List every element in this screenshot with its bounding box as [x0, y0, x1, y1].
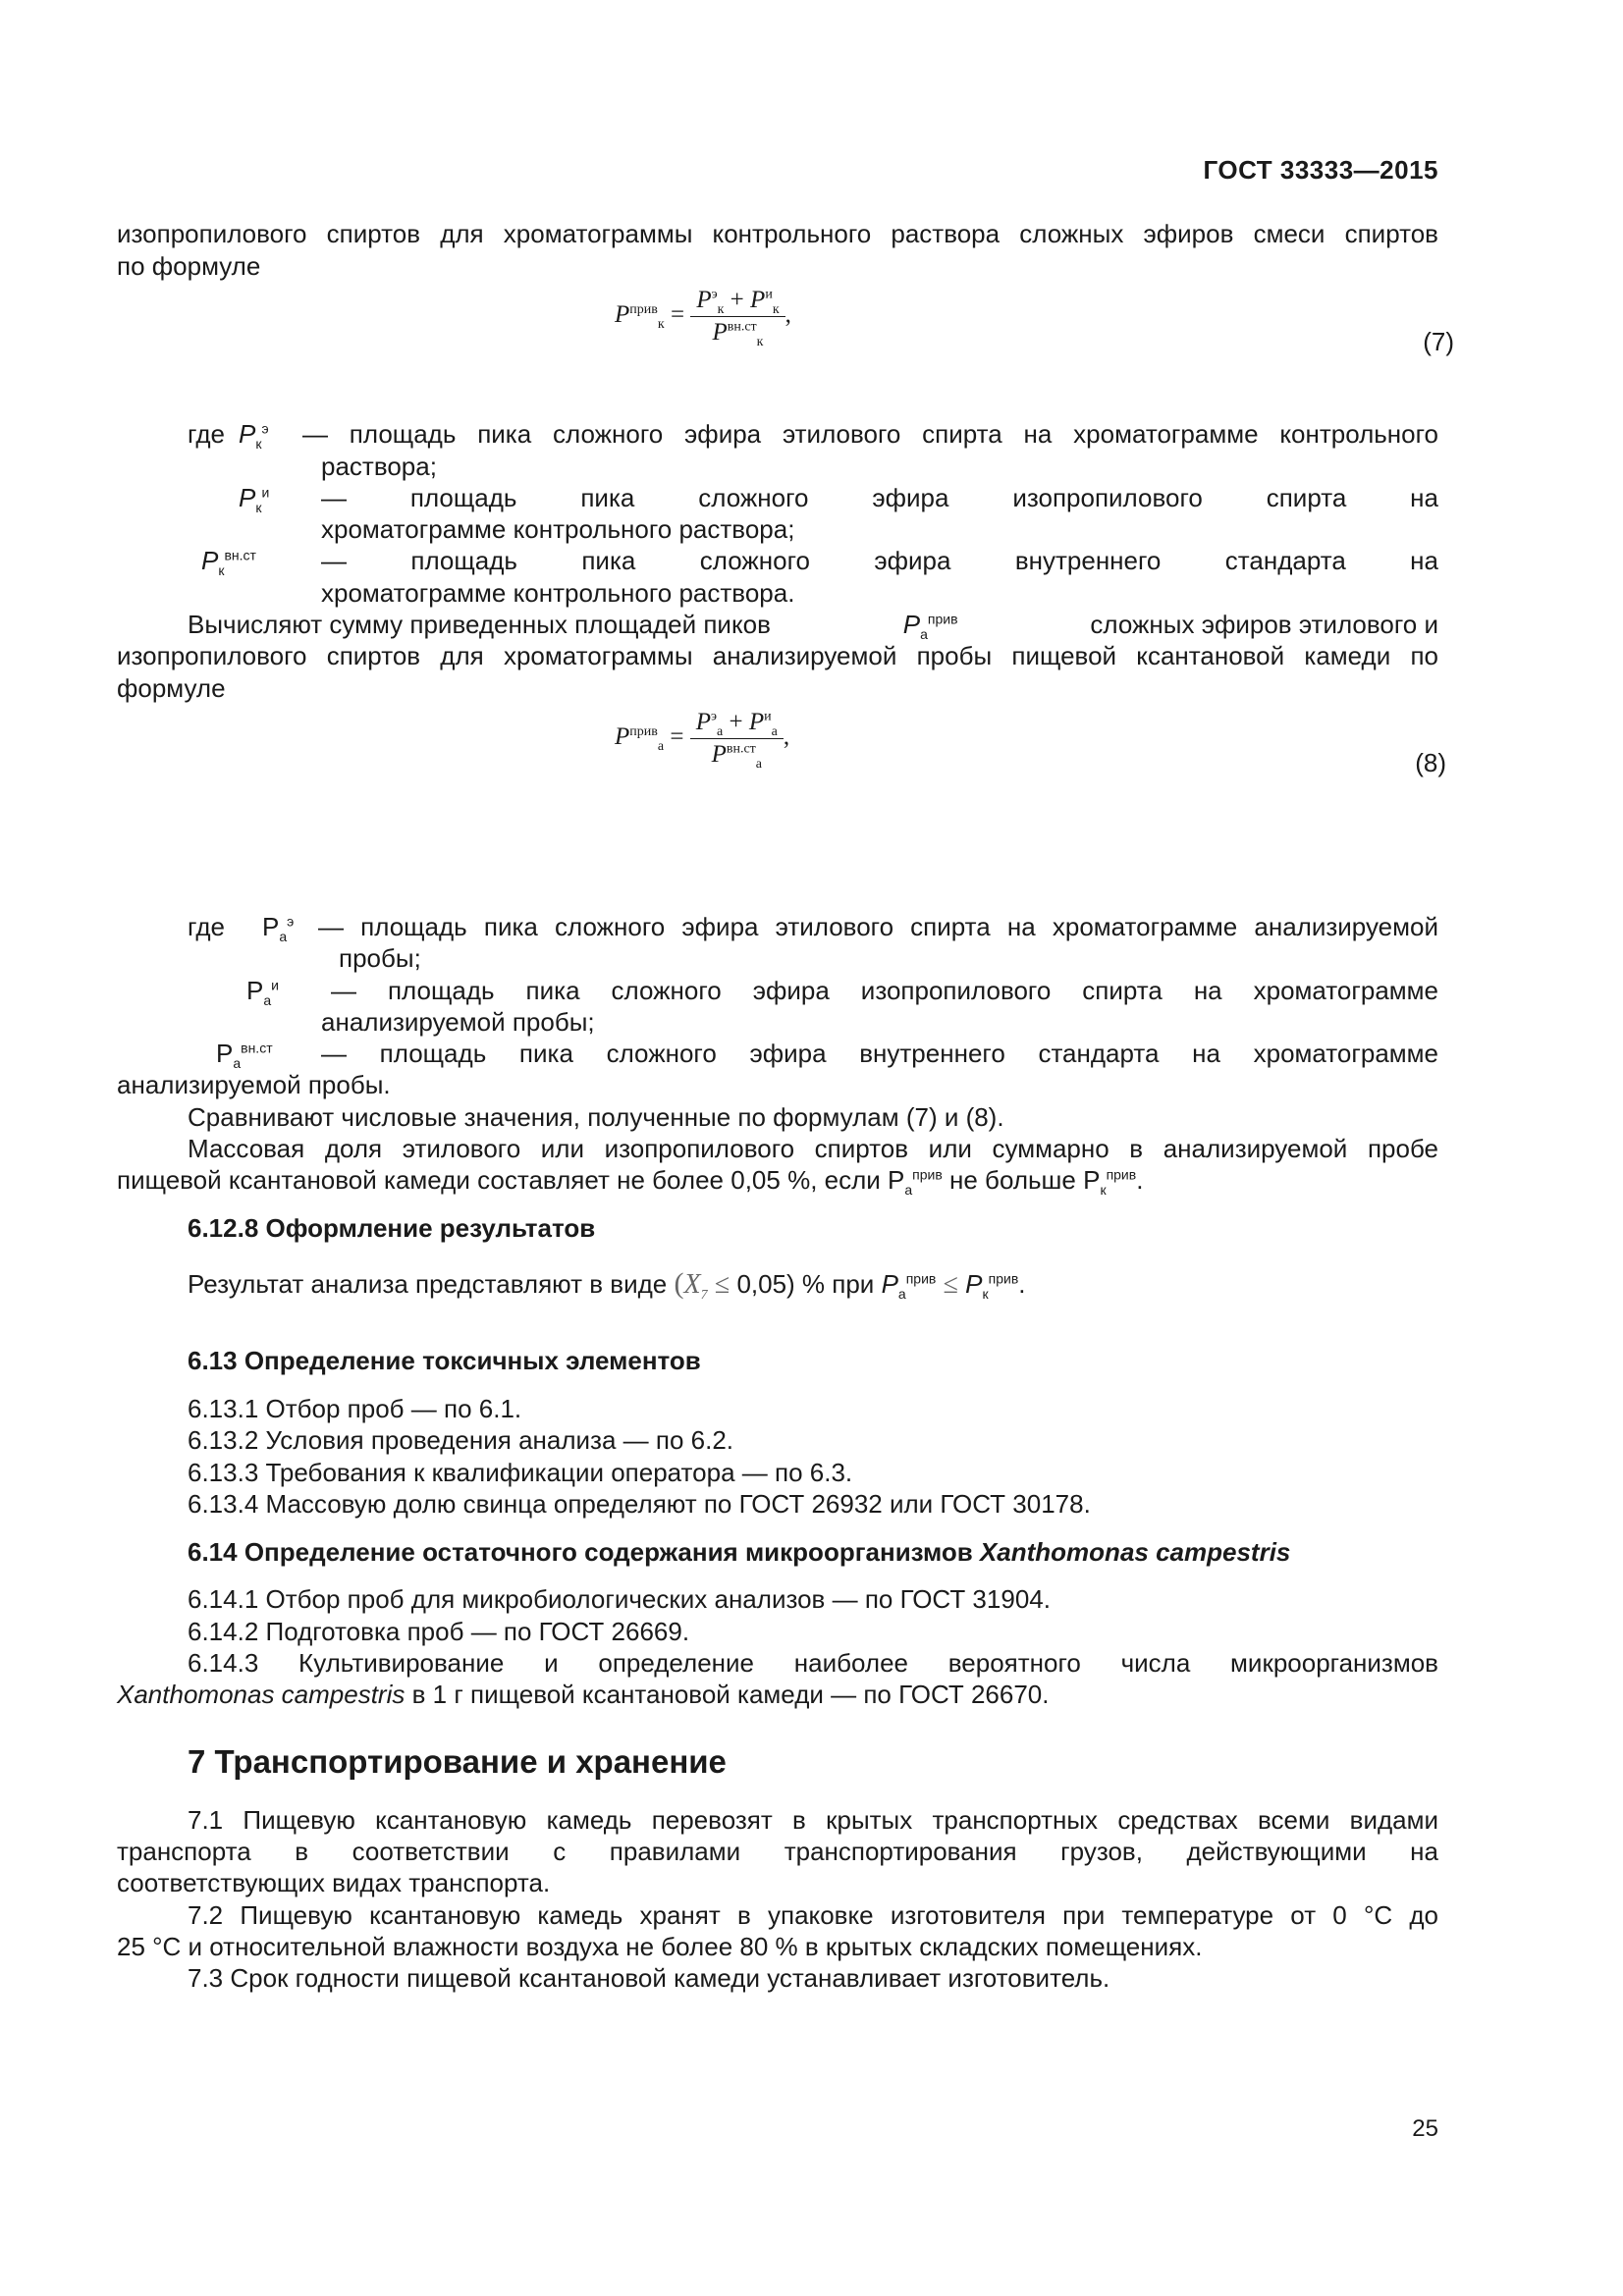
calc-8-line-2: изопропилового спиртов для хроматограммы анализируемой пробы пищевой ксантановой камеди по: [117, 641, 1438, 670]
term-pk-i-desc-1: — площадь пика сложного эфира изопропилового спирта на: [321, 483, 1438, 512]
where-label-7: где: [188, 419, 225, 449]
document-code: ГОСТ 33333—2015: [1203, 155, 1438, 185]
s7-p2-line-1: 7.2 Пищевую ксантановую камедь хранят в упаковке изготовителя при температуре от 0 °С до: [188, 1900, 1438, 1930]
item-6-13-1: 6.13.1 Отбор проб — по 6.1.: [188, 1394, 522, 1423]
item-6-14-2: 6.14.2 Подготовка проб — по ГОСТ 26669.: [188, 1617, 690, 1646]
item-6-14-3-line-2: Xanthomonas campestris в 1 г пищевой ксантановой камеди — по ГОСТ 26670.: [117, 1680, 1050, 1709]
term-pk-e: $P_к^э$: [239, 419, 269, 453]
term-pa-e: $P_а^э$: [262, 912, 295, 945]
formula-8-fraction: $\frac{P^э_а + P^и_а}{P^{вн.ст}_а}$: [690, 709, 784, 769]
term-pa-i-desc-1: — площадь пика сложного эфира изопропилового спирта на хроматограмме: [331, 976, 1438, 1005]
heading-6-13: 6.13 Определение токсичных элементов: [188, 1346, 701, 1375]
calc-8-line-1: Вычисляют сумму приведенных площадей пиков $P_а^{прив}$ сложных эфиров этилового и: [188, 610, 1438, 643]
term-pa-i: $P_а^и$: [246, 976, 279, 1009]
term-pa-i-desc-2: анализируемой пробы;: [321, 1007, 595, 1037]
item-6-13-2: 6.13.2 Условия проведения анализа — по 6.2.: [188, 1425, 734, 1455]
term-pa-e-desc-1: — площадь пика сложного эфира этилового спирта на хроматограмме анализируемой: [318, 912, 1438, 941]
term-pa-e-desc-2: пробы;: [339, 943, 421, 973]
s7-p1-line-1: 7.1 Пищевую ксантановую камедь перевозят в крытых транспортных средствах всеми видами: [188, 1805, 1438, 1835]
term-pk-vnst-desc-2: хроматограмме контрольного раствора.: [321, 578, 795, 608]
compare-text: Сравнивают числовые значения, полученные по формулам (7) и (8).: [188, 1102, 1004, 1132]
s7-p2-line-2: 25 °С и относительной влажности воздуха не более 80 % в крытых складских помещениях.: [117, 1932, 1203, 1961]
s7-p1-line-3: соответствующих видах транспорта.: [117, 1868, 551, 1897]
intro-line-1: изопропилового спиртов для хроматограммы контрольного раствора сложных эфиров смеси спиртов: [117, 219, 1438, 248]
term-pa-vnst-desc-1: — площадь пика сложного эфира внутреннего стандарта на хроматограмме: [321, 1039, 1438, 1068]
term-pk-e-desc-2: раствора;: [321, 452, 437, 481]
equation-number-8: (8): [1415, 748, 1446, 777]
term-pk-i: $P_к^и$: [239, 483, 270, 516]
equation-number-7: (7): [1423, 327, 1454, 356]
formula-7: $P^{прив}_к$ = $\frac{P^э_к + P^и_к}{P^{вн.ст}_к}$ ,: [615, 287, 791, 349]
item-6-13-3: 6.13.3 Требования к квалификации оператора — по 6.3.: [188, 1458, 853, 1487]
item-6-13-4: 6.13.4 Массовую долю свинца определяют по ГОСТ 26932 или ГОСТ 30178.: [188, 1489, 1091, 1519]
calc-8-line-3: формуле: [117, 673, 226, 703]
result-form-text: Результат анализа представляют в виде $(X_7 \le 0,05)$ % при $P_а^{прив} \le P_к^{прив}$.: [188, 1267, 1026, 1304]
term-pa-vnst-desc-2: анализируемой пробы.: [117, 1070, 391, 1099]
mass-line-2: пищевой ксантановой камеди составляет не более 0,05 %, если $P_а^{прив}$ не больше $P_к^{прив}$.: [117, 1165, 1144, 1199]
item-6-14-3-line-1: 6.14.3 Культивирование и определение наиболее вероятного числа микроорганизмов: [188, 1648, 1438, 1678]
formula-7-fraction: $\frac{P^э_к + P^и_к}{P^{вн.ст}_к}$: [690, 287, 784, 347]
mass-line-1: Массовая доля этилового или изопропилового спиртов или суммарно в анализируемой пробе: [188, 1134, 1438, 1163]
s7-p3: 7.3 Срок годности пищевой ксантановой камеди устанавливает изготовитель.: [188, 1963, 1110, 1993]
heading-6-12-8: 6.12.8 Оформление результатов: [188, 1213, 596, 1243]
term-pk-e-desc-1: — площадь пика сложного эфира этилового спирта на хроматограмме контрольного: [302, 419, 1438, 449]
term-pk-i-desc-2: хроматограмме контрольного раствора;: [321, 514, 795, 544]
intro-line-2: по формуле: [117, 251, 261, 281]
formula-8: $P^{прив}_а$ = $\frac{P^э_а + P^и_а}{P^{вн.ст}_а}$ ,: [615, 709, 790, 772]
term-pk-vnst: $P_к^{вн.ст}$: [201, 546, 256, 579]
s7-p1-line-2: транспорта в соответствии с правилами транспортирования грузов, действующими на: [117, 1837, 1438, 1866]
where-label-8: где: [188, 912, 225, 941]
heading-7: 7 Транспортирование и хранение: [188, 1743, 727, 1780]
term-pa-vnst: $P_а^{вн.ст}$: [216, 1039, 273, 1072]
item-6-14-1: 6.14.1 Отбор проб для микробиологических анализов — по ГОСТ 31904.: [188, 1584, 1051, 1614]
heading-6-14: 6.14 Определение остаточного содержания микроорганизмов Xanthomonas campestris: [188, 1537, 1291, 1567]
term-pk-vnst-desc-1: — площадь пика сложного эфира внутреннего стандарта на: [321, 546, 1438, 575]
page-number: 25: [1412, 2115, 1438, 2142]
